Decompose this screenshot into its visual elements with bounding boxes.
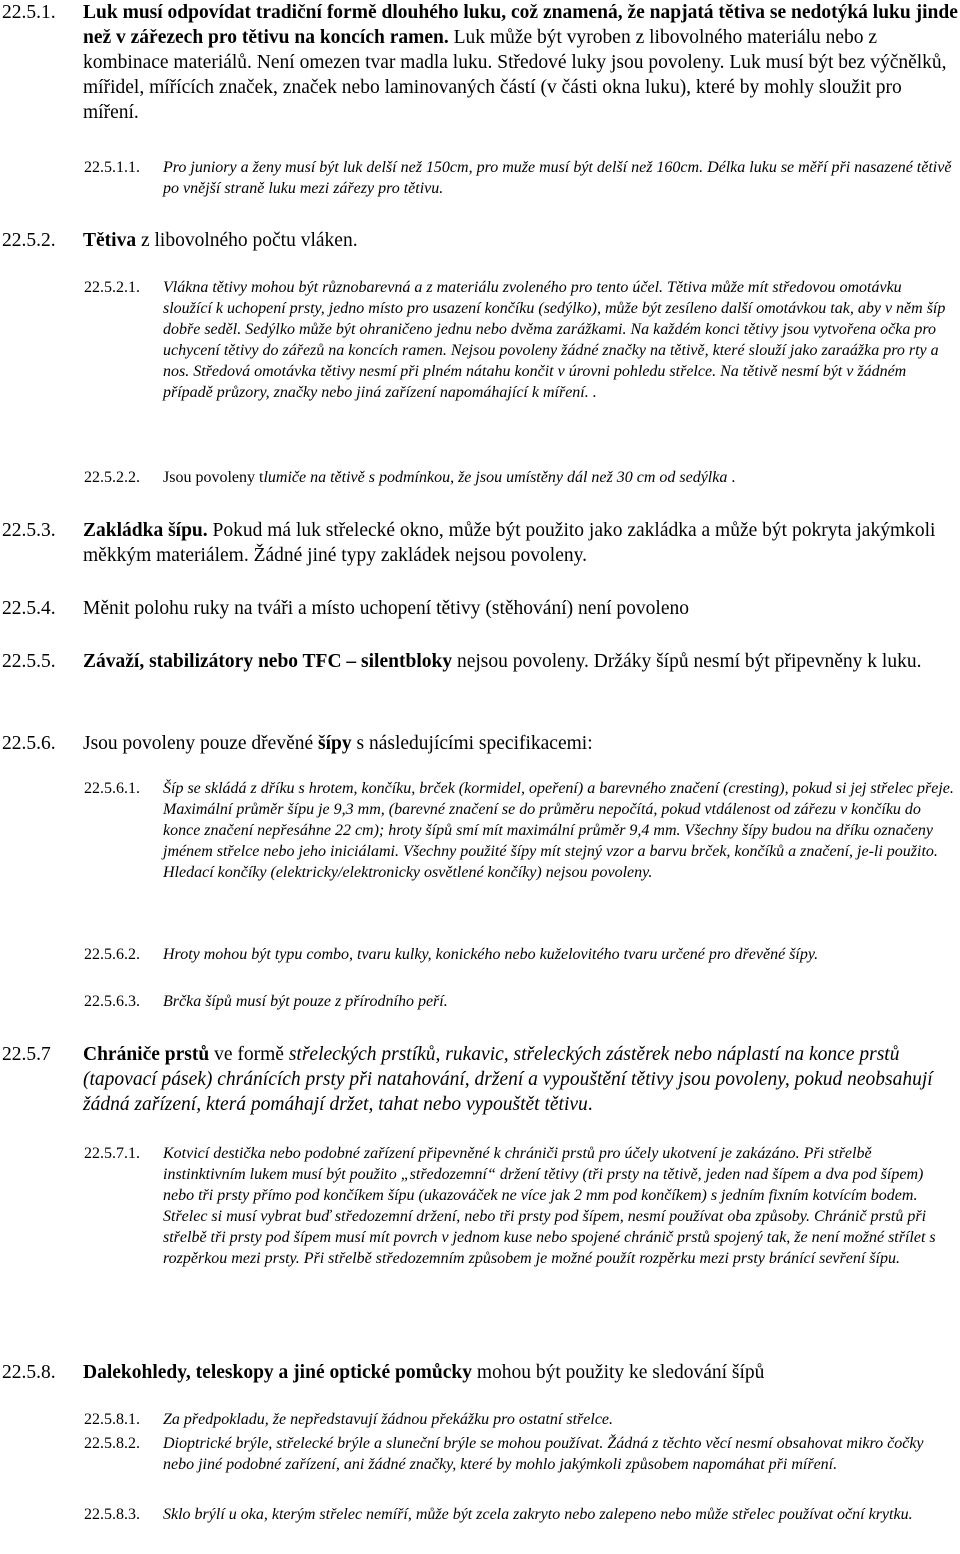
subsection-22-5-1-1 bbox=[84, 157, 954, 199]
section-body: nejsou povoleny. Držáky šípů nesmí být připevněny k luku. bbox=[452, 651, 922, 672]
section-heading: Tětiva bbox=[83, 230, 137, 251]
subsection-number: 22.5.6.3. bbox=[84, 993, 140, 1010]
subsection-22-5-8-3 bbox=[84, 1504, 954, 1525]
section-text bbox=[83, 0, 958, 125]
section-number: 22.5.1. bbox=[2, 2, 56, 23]
subsection-text: Dioptrické brýle, střelecké brýle a sluneční brýle se mohou používat. Žádná z těchto věcí nesmí obsahovat mikro čočky nebo jiné podobné zařízení, ani žádné značky, které by mohlo jakýmkoli způsobem napomáhat při míření. bbox=[163, 1435, 924, 1473]
subsection-22-5-8-1 bbox=[84, 1409, 954, 1430]
subsection-number: 22.5.8.3. bbox=[84, 1506, 140, 1523]
section-text bbox=[83, 731, 958, 756]
section-body: střeleckých prstíků, rukavic, střeleckých zástěrek nebo náplastí na konce prstů (tapovací pásek) chránících prsty při natahování, držení a vypouštění tětivy jsou povoleny, pokud neobsahují žádná zařízení, která pomáhají držet, tahat nebo vypouštět tětivu bbox=[83, 1044, 933, 1115]
section-body: Pokud má luk střelecké okno, může být použito jako zakládka a může být pokryta jakýmkoli měkkým materiálem. Žádné jiné typy zakládek nejsou povoleny. bbox=[83, 520, 936, 566]
subsection-text: Sklo brýlí u oka, kterým střelec nemíří, může být zcela zakryto nebo zalepeno nebo může střelec používat oční krytku. bbox=[163, 1506, 913, 1523]
section-number: 22.5.3. bbox=[2, 520, 56, 541]
section-body: s následujícími specifikacemi: bbox=[351, 733, 593, 754]
section-text bbox=[83, 1360, 958, 1385]
subsection-22-5-2-2 bbox=[84, 467, 954, 488]
subsection-22-5-6-3 bbox=[84, 991, 954, 1012]
subsection-text: Kotvicí destička nebo podobné zařízení připevněné k chrániči prstů pro účely ukotvení je zakázáno. Při střelbě instinktivním lukem musí být použito „středozemní“ držení tětivy (tři prsty na tětivě, jeden nad šípem a dva pod šípem) nebo tři prsty přímo pod končíkem šípu (ukazováček ne více jak 2 mm pod končíkem) s jedním fixním kotvícím bodem. Střelec si musí vybrat buď středozemní držení, nebo tři prsty pod šípem, nesmí používat oba způsoby. Chránič prstů při střelbě tři prsty pod šípem musí mít povrch v jednom kuse nebo spojené chránič prstů spojený tak, že není možné střílet s rozpěrkou mezi prsty. Při střelbě středozemním způsobem je možné použít rozpěrku mezi prsty bránící sevření šípu. bbox=[163, 1145, 936, 1267]
subsection-text: Brčka šípů musí být pouze z přírodního peří. bbox=[163, 993, 448, 1010]
section-number: 22.5.4. bbox=[2, 598, 56, 619]
section-heading: Chrániče prstů bbox=[83, 1044, 210, 1065]
subsection-number: 22.5.2.1. bbox=[84, 279, 140, 296]
subsection-tail: . bbox=[727, 469, 736, 486]
subsection-text bbox=[163, 467, 954, 488]
section-22-5-8 bbox=[2, 1360, 958, 1385]
section-text: Měnit polohu ruky na tváři a místo uchopení tětivy (stěhování) není povoleno bbox=[83, 598, 690, 619]
section-number: 22.5.7 bbox=[2, 1044, 51, 1065]
subsection-number: 22.5.2.2. bbox=[84, 469, 140, 486]
section-number: 22.5.6. bbox=[2, 733, 56, 754]
subsection-22-5-2-1 bbox=[84, 277, 954, 403]
section-heading: Zakládka šípu. bbox=[83, 520, 208, 541]
section-body: z libovolného počtu vláken. bbox=[136, 230, 358, 251]
section-text bbox=[83, 228, 958, 253]
subsection-number: 22.5.8.1. bbox=[84, 1411, 140, 1428]
section-text bbox=[83, 649, 958, 674]
subsection-22-5-7-1 bbox=[84, 1143, 954, 1269]
subsection-22-5-6-2 bbox=[84, 944, 954, 965]
section-22-5-1 bbox=[2, 0, 958, 125]
section-heading: šípy bbox=[318, 733, 352, 754]
section-text bbox=[83, 1042, 958, 1117]
subsection-22-5-6-1 bbox=[84, 778, 954, 883]
subsection-body: lumiče na tětivě s podmínkou, že jsou umístěny dál než 30 cm od sedýlka bbox=[263, 469, 728, 486]
section-number: 22.5.5. bbox=[2, 651, 56, 672]
section-lead: Jsou povoleny pouze dřevěné bbox=[83, 733, 319, 754]
subsection-lead: Jsou povoleny t bbox=[163, 469, 264, 486]
section-number: 22.5.2. bbox=[2, 230, 56, 251]
subsection-number: 22.5.1.1. bbox=[84, 159, 140, 176]
section-heading: Luk musí odpovídat tradiční formě dlouhého luku, což znamená, že napjatá tětiva se nedotýká luku jinde než v zářezech pro tětivu na koncích ramen. bbox=[83, 2, 958, 48]
section-22-5-3 bbox=[2, 518, 958, 568]
section-body: mohou být použity ke sledování šípů bbox=[471, 1362, 765, 1383]
section-22-5-5 bbox=[2, 649, 958, 674]
section-body: Luk může být vyroben z libovolného materiálu nebo z kombinace materiálů. Není omezen tvar madla luku. Středové luky jsou povoleny. Luk musí být bez výčnělků, mířidel, mířících značek, značek nebo laminovaných částí (v části okna luku), které by mohly sloužit pro míření. bbox=[83, 27, 947, 123]
subsection-number: 22.5.7.1. bbox=[84, 1145, 140, 1162]
subsection-number: 22.5.6.2. bbox=[84, 946, 140, 963]
subsection-text: Pro juniory a ženy musí být luk delší než 150cm, pro muže musí být delší než 160cm. Délka luku se měří při nasazené tětivě po vnější straně luku mezi zářezy pro tětivu. bbox=[163, 159, 952, 197]
section-22-5-7 bbox=[2, 1042, 958, 1117]
section-22-5-4 bbox=[2, 596, 958, 621]
section-mid: ve formě bbox=[209, 1044, 289, 1065]
subsection-text: Hroty mohou být typu combo, tvaru kulky, konického nebo kuželovitého tvaru určené pro dřevěné šípy. bbox=[163, 946, 819, 963]
section-tail: . bbox=[587, 1094, 593, 1115]
section-heading: Dalekohledy, teleskopy a jiné optické pomůcky bbox=[83, 1362, 472, 1383]
subsection-22-5-8-2 bbox=[84, 1433, 954, 1475]
section-heading: Závaží, stabilizátory nebo TFC – silentbloky bbox=[83, 651, 453, 672]
section-22-5-2 bbox=[2, 228, 958, 253]
subsection-text: Šíp se skládá z dříku s hrotem, končíku, brček (kormidel, opeření) a barevného značení (cresting), pokud si jej střelec přeje. Maximální průměr šípu je 9,3 mm, (barevné značení se do průměru nepočítá, pokud vtdálenost od zářezu v končíku do konce značení nepřesáhne 22 cm); hroty šípů smí mít maximální průměr 9,4 mm. Všechny šípy budou na dříku označeny jménem střelce nebo jeho iniciálami. Všechny použité šípy mít stejný vzor a barvu brček, končíků a značení, je-li použito. Hledací končíky (elektricky/elektronicky osvětlené končíky) nejsou povoleny. bbox=[163, 780, 954, 881]
section-text bbox=[83, 518, 958, 568]
subsection-text: Za předpokladu, že nepředstavují žádnou překážku pro ostatní střelce. bbox=[163, 1411, 614, 1428]
section-number: 22.5.8. bbox=[2, 1362, 56, 1383]
subsection-number: 22.5.6.1. bbox=[84, 780, 140, 797]
section-22-5-6 bbox=[2, 731, 958, 756]
subsection-text: Vlákna tětivy mohou být různobarevná a z materiálu zvoleného pro tento účel. Tětiva může mít středovou omotávku sloužící k uchopení prsty, jedno místo pro usazení končíku (sedýlko), může být zesíleno další omotávkou tak, aby v něm šíp dobře seděl. Sedýlko může být ohraničeno jednu nebo dvěma zarážkami. Na každém konci tětivy jsou vytvořena očka pro uchycení tětivy do zářezů na koncích ramen. Nejsou povoleny žádné značky na tětivě, které slouží jako zaraážka pro rty a nos. Středová omotávka tětivy nesmí při plném nátahu končit v úrovni pohledu střelce. Na tětivě nesmí být v žádném případě průzory, značky nebo jiná zařízení napomáhající k míření. . bbox=[163, 279, 946, 401]
subsection-number: 22.5.8.2. bbox=[84, 1435, 140, 1452]
